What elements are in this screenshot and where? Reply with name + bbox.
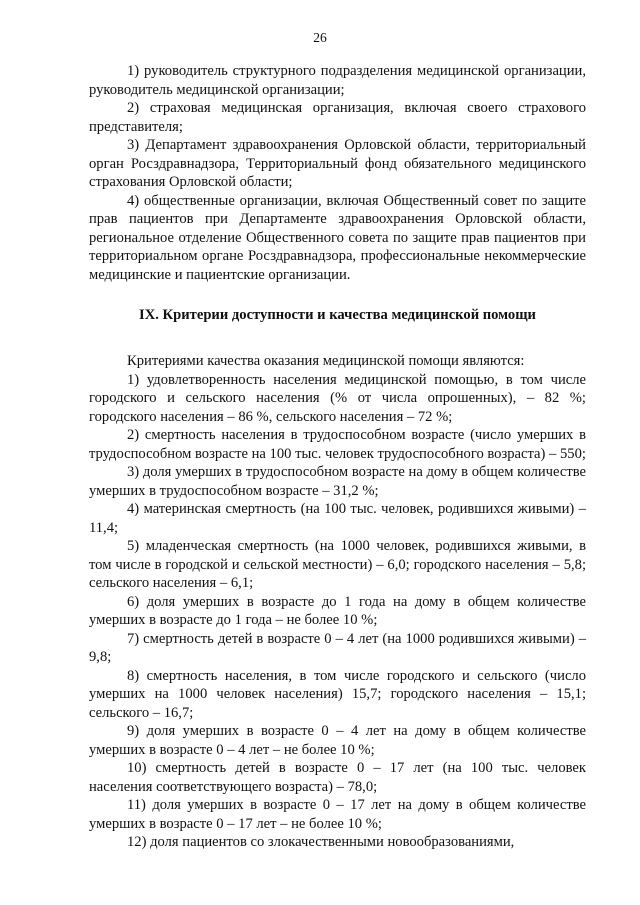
list-item: 9) доля умерших в возрасте 0 – 4 лет на дому в общем количестве умерших в возрасте 0 – 4 лет – не более 10 %; (89, 723, 586, 758)
list-item: 10) смертность детей в возрасте 0 – 17 лет (на 100 тыс. человек населения соответствующего возраста) – 78,0; (89, 760, 586, 795)
list-item: 5) младенческая смертность (на 1000 человек, родившихся живыми, в том числе в городской и сельской местности) – 6,0; городского населения – 5,8; сельского населения – 6,1; (89, 538, 586, 591)
list-item: 2) смертность населения в трудоспособном возрасте (число умерших в трудоспособном возрасте на 100 тыс. человек трудоспособного возраста) – 550; (89, 427, 586, 462)
list-item: 4) общественные организации, включая Общественный совет по защите прав пациентов при Департаменте здравоохранения Орловской области, региональное отделение Общественного совета по защите прав пациентов при территориальном органе Росздравнадзора, профессиональные некоммерческие медицинские и пациентские организации. (89, 192, 586, 283)
list-item: 2) страховая медицинская организация, включая своего страхового представителя; (89, 100, 586, 135)
list-item: 12) доля пациентов со злокачественными новообразованиями, (127, 834, 515, 850)
list-item: 4) материнская смертность (на 100 тыс. человек, родившихся живыми) – 11,4; (89, 501, 586, 536)
list-item: 11) доля умерших в возрасте 0 – 17 лет на дому в общем количестве умерших в возрасте 0 – 17 лет – не более 10 %; (89, 797, 586, 832)
complaint-recipients-list (89, 62, 586, 284)
list-item: 3) Департамент здравоохранения Орловской области, территориальный орган Росздравнадзора, Территориальный фонд обязательного медицинского страхования Орловской области; (89, 137, 586, 190)
list-item: 1) руководитель структурного подразделения медицинской организации, руководитель медицинской организации; (89, 63, 586, 98)
list-item: 6) доля умерших в возрасте до 1 года на дому в общем количестве умерших в возрасте до 1 года – не более 10 %; (89, 593, 586, 628)
list-item: 3) доля умерших в трудоспособном возрасте на дому в общем количестве умерших в трудоспособном возрасте – 31,2 %; (89, 464, 586, 499)
list-item: 8) смертность населения, в том числе городского и сельского (число умерших на 1000 человек населения) 15,7; городского населения – 15,1; сельского – 16,7; (89, 667, 586, 721)
page-number: 26 (313, 30, 327, 45)
list-item: 1) удовлетворенность населения медицинской помощью, в том числе городского и сельского населения (% от числа опрошенных), – 82 %; городского населения – 86 %, сельского населения – 72 %; (89, 371, 586, 425)
criteria-intro: Критериями качества оказания медицинской помощи являются: (127, 353, 525, 369)
list-item: 7) смертность детей в возрасте 0 – 4 лет (на 1000 родившихся живыми) – 9,8; (89, 630, 586, 665)
quality-criteria-section (89, 352, 586, 852)
section-heading: IX. Критерии доступности и качества медицинской помощи (139, 307, 536, 323)
